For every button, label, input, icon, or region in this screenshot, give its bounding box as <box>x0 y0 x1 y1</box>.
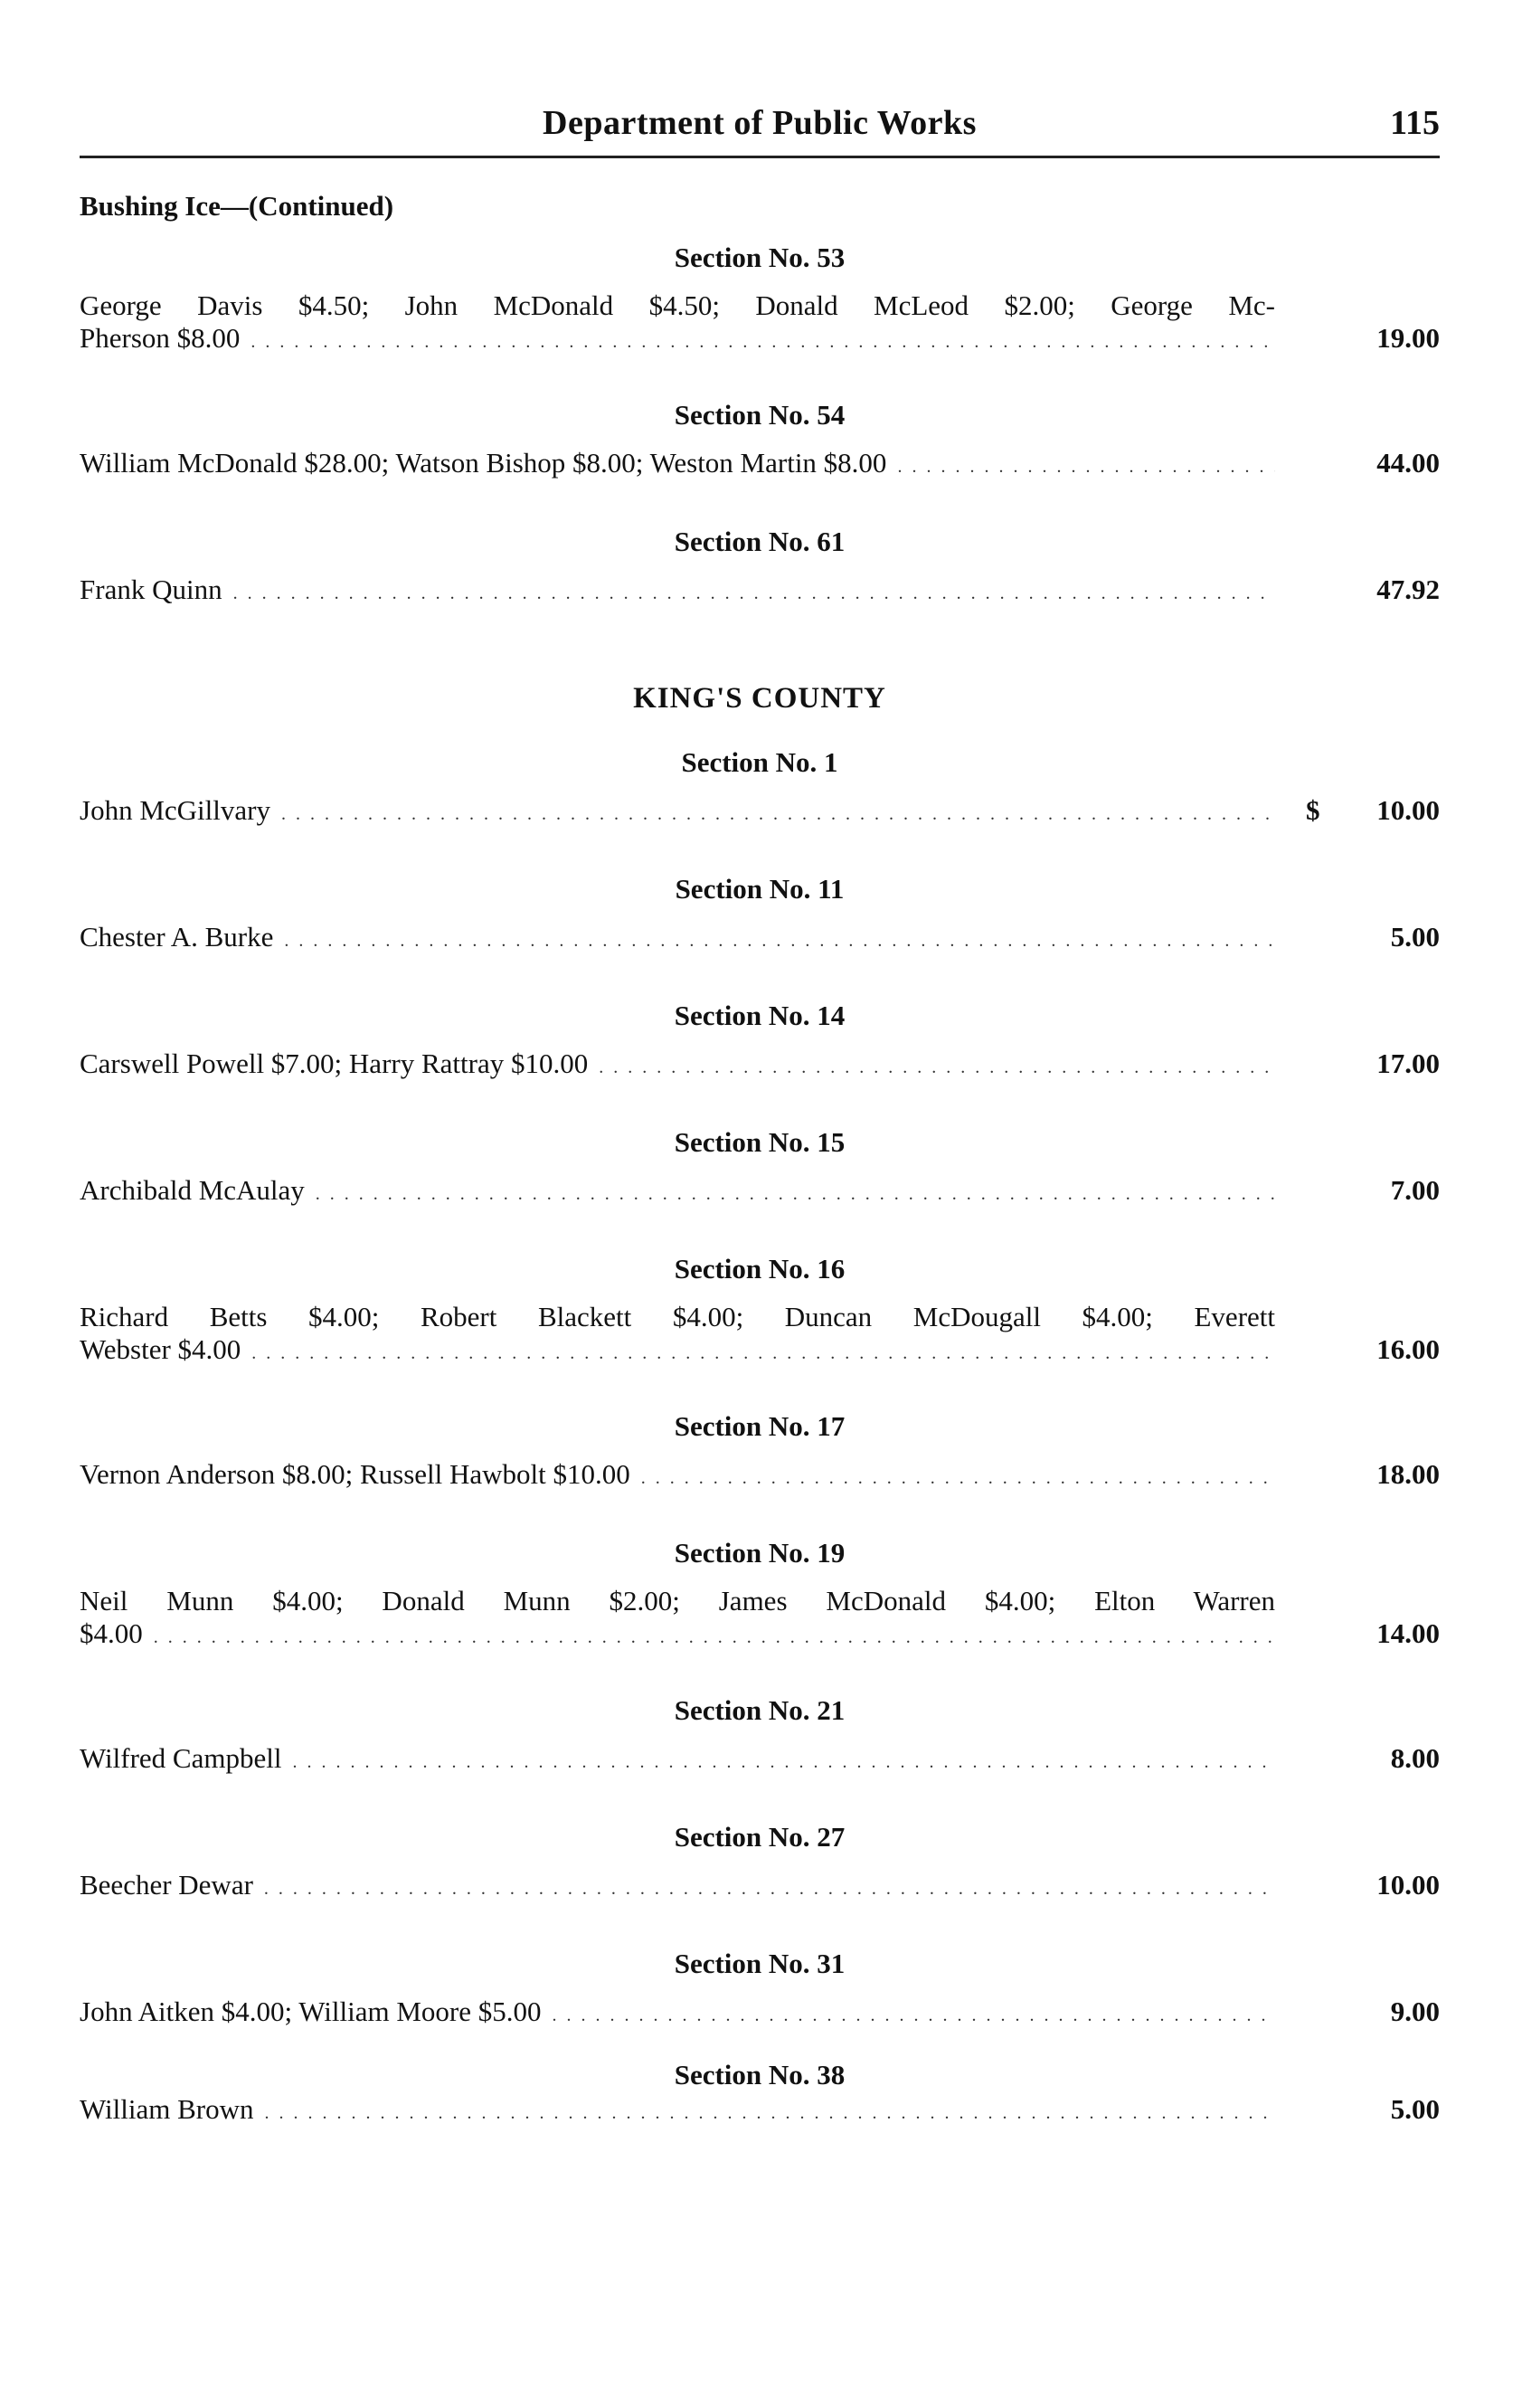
entry-amount: 18.00 <box>1376 1458 1440 1490</box>
entry-text: Wilfred Campbell <box>80 1742 282 1774</box>
ledger-entry <box>80 1996 1440 2059</box>
entry-text: Chester A. Burke <box>80 921 274 953</box>
page-number: 115 <box>1390 104 1440 142</box>
dot-leader <box>292 1742 1275 1778</box>
section-heading: Section No. 21 <box>674 1694 846 1726</box>
ledger-entry <box>80 574 1440 637</box>
entry-text: John Aitken $4.00; William Moore $5.00 <box>80 1996 542 2027</box>
dot-leader <box>251 1333 1275 1370</box>
section-heading: Section No. 61 <box>674 526 846 557</box>
entry-amount: 14.00 <box>1376 1617 1440 1649</box>
section-heading: Section No. 19 <box>674 1537 846 1569</box>
section-heading: Section No. 27 <box>674 1821 846 1853</box>
dot-leader <box>233 574 1275 610</box>
entry-row <box>80 1617 1275 1654</box>
section-heading: Section No. 14 <box>674 1000 846 1031</box>
entry-text: Frank Quinn <box>80 574 222 605</box>
ledger-entry <box>80 1458 1440 1522</box>
entry-row <box>80 1048 1275 1084</box>
entry-amount: 7.00 <box>1390 1174 1440 1206</box>
entry-amount: 17.00 <box>1376 1048 1440 1079</box>
section-heading: Section No. 31 <box>674 1948 846 1979</box>
entry-text: Beecher Dewar <box>80 1869 253 1901</box>
entry-row <box>80 921 1275 957</box>
entry-row <box>80 1742 1275 1778</box>
entry-text-line2: $4.00 <box>80 1617 143 1649</box>
ledger-entry <box>80 1869 1440 1932</box>
dot-leader <box>284 921 1275 957</box>
ledger-entry <box>80 1301 1440 1395</box>
entry-row <box>80 794 1275 830</box>
currency-symbol: $ <box>1306 794 1320 826</box>
ledger-entry <box>80 447 1440 510</box>
ledger-entry <box>80 1048 1440 1111</box>
dot-leader <box>897 447 1275 483</box>
entry-amount: 16.00 <box>1376 1333 1440 1365</box>
section-heading: Section No. 16 <box>674 1253 846 1285</box>
entry-text: Vernon Anderson $8.00; Russell Hawbolt $10.00 <box>80 1458 630 1490</box>
entry-row <box>80 1174 1275 1210</box>
county-heading: KING'S COUNTY <box>633 682 886 715</box>
entry-row <box>80 1869 1275 1905</box>
section-heading: Section No. 38 <box>674 2059 846 2090</box>
entry-row <box>80 2093 1275 2129</box>
dot-leader <box>641 1458 1275 1494</box>
entry-text: John McGillvary <box>80 794 270 826</box>
entry-text-line2: Webster $4.00 <box>80 1333 241 1365</box>
section-heading: Section No. 54 <box>674 399 846 431</box>
dot-leader <box>599 1048 1275 1084</box>
entry-amount: 10.00 <box>1376 1869 1440 1901</box>
ledger-entry <box>80 289 1440 384</box>
continued-heading: Bushing Ice—(Continued) <box>80 190 394 222</box>
entry-amount: 47.92 <box>1376 574 1440 605</box>
entry-amount: 5.00 <box>1390 921 1440 953</box>
entry-row <box>80 447 1275 483</box>
entry-text: William Brown <box>80 2093 254 2125</box>
entry-row <box>80 1996 1275 2032</box>
entry-row <box>80 322 1275 358</box>
entry-amount: 10.00 <box>1376 794 1440 826</box>
ledger-entry <box>80 1742 1440 1806</box>
entry-text: Carswell Powell $7.00; Harry Rattray $10.00 <box>80 1048 589 1079</box>
dot-leader <box>553 1996 1275 2032</box>
dot-leader <box>264 1869 1275 1905</box>
entry-row <box>80 1333 1275 1370</box>
section-heading: Section No. 15 <box>674 1126 846 1158</box>
dot-leader <box>281 794 1275 830</box>
entry-text-line1: Neil Munn $4.00; Donald Munn $2.00; James McDonald $4.00; Elton Warren <box>80 1585 1275 1616</box>
entry-row <box>80 574 1275 610</box>
entry-text-line1: Richard Betts $4.00; Robert Blackett $4.00; Duncan McDougall $4.00; Everett <box>80 1301 1275 1332</box>
ledger-entry <box>80 1174 1440 1237</box>
dot-leader <box>251 322 1275 358</box>
ledger-entry <box>80 2093 1440 2157</box>
entry-amount: 44.00 <box>1376 447 1440 479</box>
ledger-content <box>80 186 1440 2157</box>
ledger-entry <box>80 921 1440 984</box>
entry-amount: 5.00 <box>1390 2093 1440 2125</box>
entry-amount: 9.00 <box>1390 1996 1440 2027</box>
entry-text-line1: George Davis $4.50; John McDonald $4.50; Donald McLeod $2.00; George Mc- <box>80 289 1275 321</box>
entry-text: Archibald McAulay <box>80 1174 305 1206</box>
ledger-entry <box>80 1585 1440 1679</box>
dot-leader <box>264 2093 1275 2129</box>
section-heading: Section No. 11 <box>675 873 845 905</box>
section-heading: Section No. 17 <box>674 1410 846 1442</box>
entry-text: William McDonald $28.00; Watson Bishop $8.00; Weston Martin $8.00 <box>80 447 887 479</box>
entry-row <box>80 1458 1275 1494</box>
ledger-entry <box>80 794 1440 858</box>
page-header <box>80 87 1440 158</box>
entry-amount: 19.00 <box>1376 322 1440 354</box>
running-title: Department of Public Works <box>543 104 977 142</box>
dot-leader <box>316 1174 1275 1210</box>
section-heading: Section No. 1 <box>681 746 838 778</box>
entry-amount: 8.00 <box>1390 1742 1440 1774</box>
dot-leader <box>154 1617 1275 1654</box>
section-heading: Section No. 53 <box>674 242 846 273</box>
entry-text-line2: Pherson $8.00 <box>80 322 241 354</box>
